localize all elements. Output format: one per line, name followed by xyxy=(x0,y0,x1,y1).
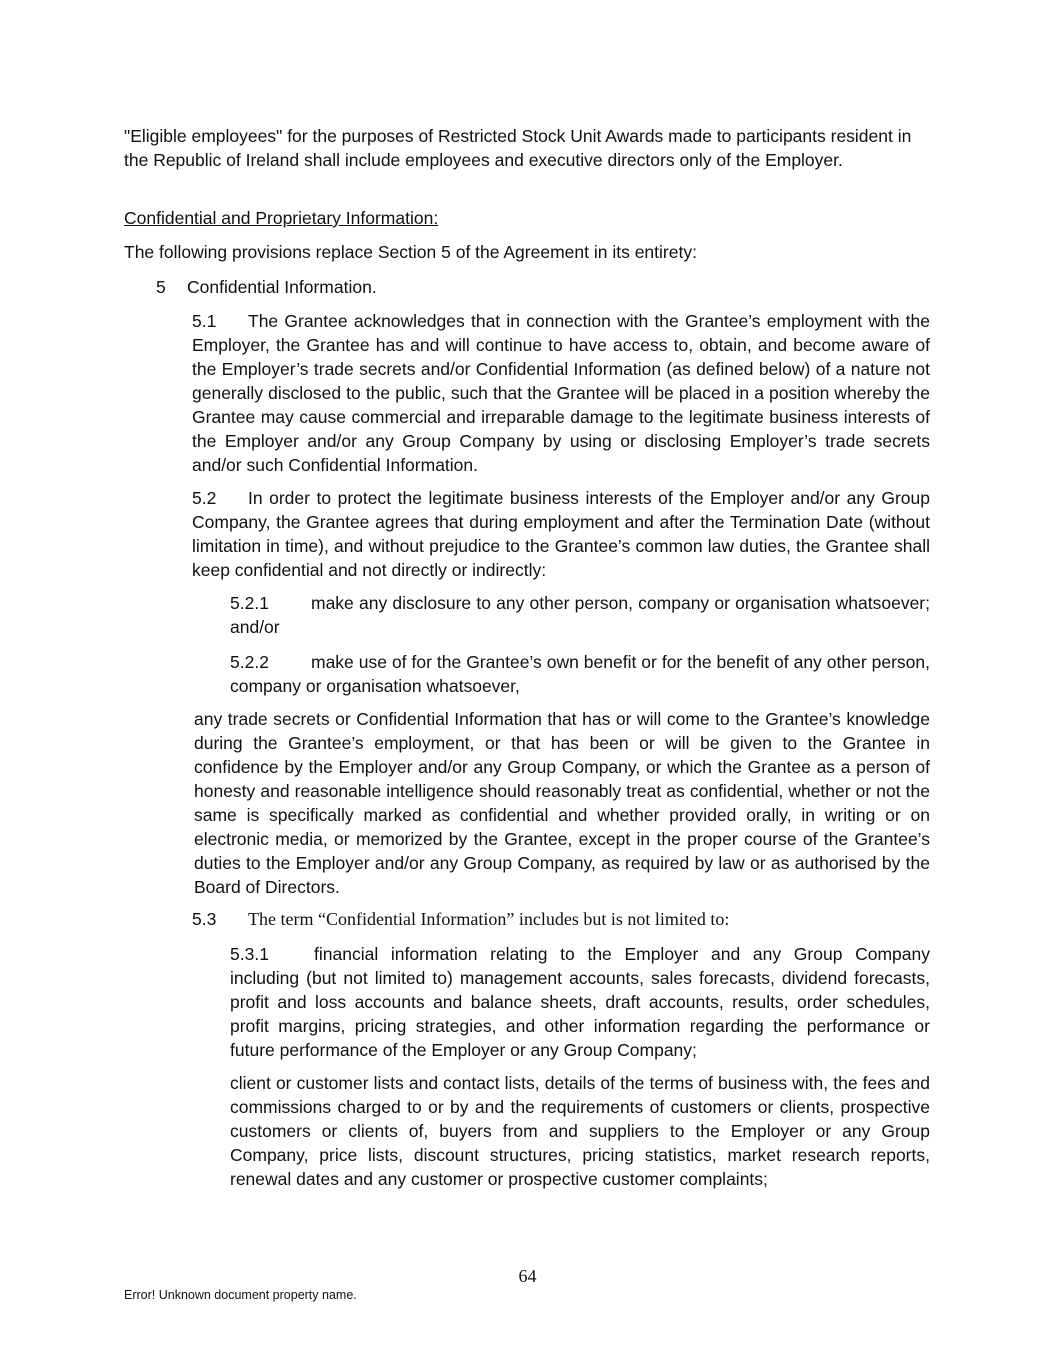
clause-number: 5.3 xyxy=(192,909,217,929)
clause-text: make any disclosure to any other person, company or organisation whatsoever; and/or xyxy=(230,593,930,637)
clause-5-3-1 xyxy=(230,942,930,1062)
page-number: 64 xyxy=(518,1266,537,1286)
clause-5-3 xyxy=(192,907,930,931)
clause-5-3-2: client or customer lists and contact lists, details of the terms of business with, the fees and commissions charged to or by and the requirements of customers or clients, prospective customers or clients of, buyers from and suppliers to the Employer or any Group Company, price lists, discount structures, pricing statistics, market research reports, renewal dates and any customer or prospective customer complaints; xyxy=(230,1073,930,1189)
clause-5-2-tail: any trade secrets or Confidential Information that has or will come to the Grantee’s knowledge during the Grantee’s employment, or that has been or will be given to the Grantee in confidence by the Employer and/or any Group Company, or which the Grantee as a person of honesty and reasonable intelligence should reasonably treat as confidential, whether or not the same is specifically marked as confidential and whether provided orally, in writing or on electronic media, or memorized by the Grantee, except in the proper course of the Grantee’s duties to the Employer and/or any Group Company, as required by law or as authorised by the Board of Directors. xyxy=(194,709,930,897)
clause-number: 5.2 xyxy=(192,488,217,508)
clause-5-1 xyxy=(192,309,930,477)
footer-text: Error! Unknown document property name. xyxy=(124,1288,357,1302)
clause-text: The Grantee acknowledges that in connection with the Grantee’s employment with the Employer, the Grantee has and will continue to have access to, obtain, and become aware of the Employer’s trade secrets and/or Confidential Information (as defined below) of a nature not generally disclosed to the public, such that the Grantee will be placed in a position whereby the Grantee may cause commercial and irreparable damage to the legitimate business interests of the Employer and/or any Group Company by using or disclosing Employer’s trade secrets and/or such Confidential Information. xyxy=(192,311,930,475)
clause-5-2-2 xyxy=(230,650,930,698)
section-title: Confidential Information. xyxy=(187,277,377,297)
clause-text: make use of for the Grantee’s own benefit or for the benefit of any other person, company or organisation whatsoever, xyxy=(230,652,930,696)
clause-number: 5.2.2 xyxy=(230,652,269,672)
intro-paragraph: "Eligible employees" for the purposes of Restricted Stock Unit Awards made to participants resident in the Republic of Ireland shall include employees and executive directors only of the Employer. xyxy=(124,126,912,170)
clause-5-2-1 xyxy=(230,591,930,639)
section-number: 5 xyxy=(156,277,166,297)
clause-text: In order to protect the legitimate business interests of the Employer and/or any Group Company, the Grantee agrees that during employment and after the Termination Date (without limitation in time), and without prejudice to the Grantee’s common law duties, the Grantee shall keep confidential and not directly or indirectly: xyxy=(192,488,930,580)
clause-text: financial information relating to the Employer and any Group Company including (but not limited to) management accounts, sales forecasts, dividend forecasts, profit and loss accounts and balance sheets, draft accounts, results, order schedules, profit margins, pricing strategies, and other information regarding the performance or future performance of the Employer or any Group Company; xyxy=(230,944,930,1060)
clause-text: The term “Confidential Information” includes but is not limited to: xyxy=(248,909,730,929)
clause-number: 5.3.1 xyxy=(230,944,269,964)
clause-5-2 xyxy=(192,486,930,582)
clause-number: 5.1 xyxy=(192,311,217,331)
section-heading: Confidential and Proprietary Information: xyxy=(124,208,439,228)
section-5-title xyxy=(156,275,377,299)
lead-paragraph: The following provisions replace Section 5 of the Agreement in its entirety: xyxy=(124,242,697,262)
clause-number: 5.2.1 xyxy=(230,593,269,613)
